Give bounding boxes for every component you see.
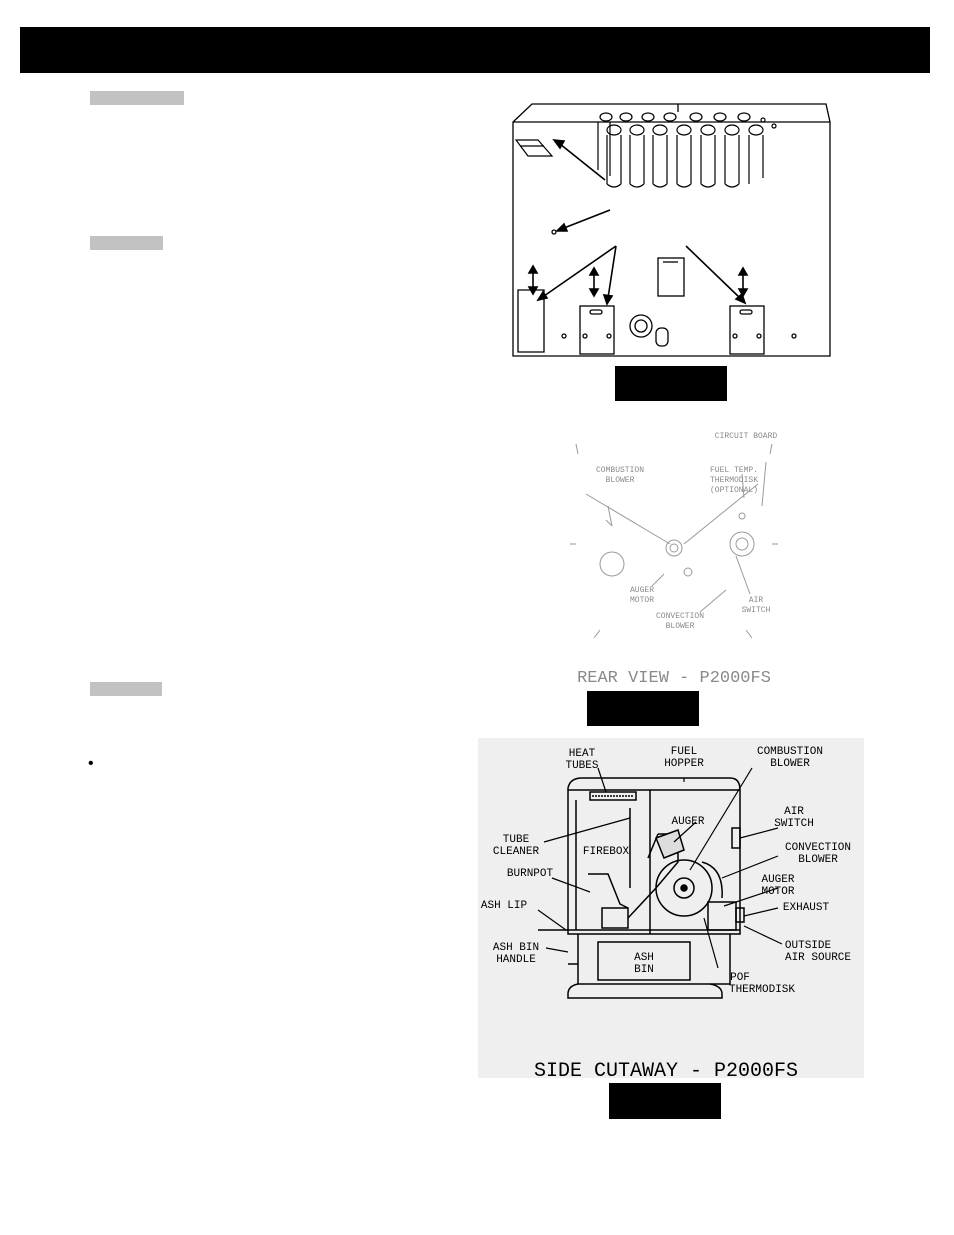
side-cutaway-figure bbox=[478, 738, 864, 1078]
pof-thermodisk-label-1: POF bbox=[730, 972, 750, 984]
figure-caption-box-1 bbox=[615, 366, 727, 401]
heat-tubes-label-1: HEAT bbox=[568, 748, 596, 760]
fuel-hopper-label-2: HOPPER bbox=[664, 758, 704, 770]
fuel-hopper-label-1: FUEL bbox=[670, 746, 698, 758]
rear-view-caption: REAR VIEW - P2000FS bbox=[577, 669, 771, 688]
firebox-label: FIREBOX bbox=[582, 846, 630, 858]
rear-combustion-label-2: BLOWER bbox=[605, 476, 635, 485]
air-switch-label-2: SWITCH bbox=[774, 818, 814, 830]
figure-caption-box-3 bbox=[609, 1083, 721, 1119]
ash-bin-label-1: ASH bbox=[634, 952, 654, 964]
outside-air-label-1: OUTSIDE bbox=[784, 940, 832, 952]
tube-cleaner-label-2: CLEANER bbox=[492, 846, 540, 858]
rear-thermodisk-label-2: THERMODISK bbox=[709, 476, 759, 485]
pof-thermodisk-label-2: THERMODISK bbox=[728, 984, 796, 996]
rear-airswitch-label-2: SWITCH bbox=[741, 606, 771, 615]
rear-thermodisk-label-3: (OPTIONAL) bbox=[709, 486, 759, 495]
convection-blower-label-1: CONVECTION bbox=[784, 842, 852, 854]
page-header-bar bbox=[20, 27, 930, 73]
ash-bin-label-2: BIN bbox=[634, 964, 654, 976]
section-tag-2 bbox=[90, 236, 163, 250]
outside-air-label-2: AIR SOURCE bbox=[784, 952, 852, 964]
auger-label: AUGER bbox=[671, 816, 705, 828]
ash-lip-label: ASH LIP bbox=[480, 900, 528, 912]
rear-thermodisk-label-1: FUEL TEMP. bbox=[709, 466, 759, 475]
exhaust-label: EXHAUST bbox=[782, 902, 830, 914]
rear-combustion-label-1: COMBUSTION bbox=[595, 466, 645, 475]
rear-auger-label-2: MOTOR bbox=[629, 596, 655, 605]
rear-auger-label-1: AUGER bbox=[629, 586, 655, 595]
ash-bin-handle-label-1: ASH BIN bbox=[492, 942, 540, 954]
rear-convection-label-1: CONVECTION bbox=[655, 612, 705, 621]
ash-bin-handle-label-2: HANDLE bbox=[496, 954, 536, 966]
rear-convection-label-2: BLOWER bbox=[665, 622, 695, 631]
auger-motor-label-2: MOTOR bbox=[761, 886, 795, 898]
side-cutaway-caption: SIDE CUTAWAY - P2000FS bbox=[533, 1060, 799, 1078]
combustion-blower-label-2: BLOWER bbox=[770, 758, 810, 770]
convection-blower-label-2: BLOWER bbox=[798, 854, 838, 866]
tube-cleaner-label-1: TUBE bbox=[502, 834, 530, 846]
section-tag-3 bbox=[90, 682, 162, 696]
rear-airswitch-label-1: AIR bbox=[748, 596, 764, 605]
auger-motor-label-1: AUGER bbox=[761, 874, 795, 886]
combustion-blower-label-1: COMBUSTION bbox=[756, 746, 824, 758]
air-switch-label-1: AIR bbox=[784, 806, 804, 818]
rear-circuit-board-label: CIRCUIT BOARD bbox=[714, 432, 778, 441]
heat-tubes-label-2: TUBES bbox=[565, 760, 599, 772]
figure-caption-box-2 bbox=[587, 691, 699, 726]
firebox-interior-figure bbox=[508, 100, 838, 362]
section-tag-1 bbox=[90, 91, 184, 105]
bullet-point: • bbox=[88, 755, 94, 772]
burnpot-label: BURNPOT bbox=[506, 868, 554, 880]
rear-view-figure bbox=[566, 424, 782, 688]
